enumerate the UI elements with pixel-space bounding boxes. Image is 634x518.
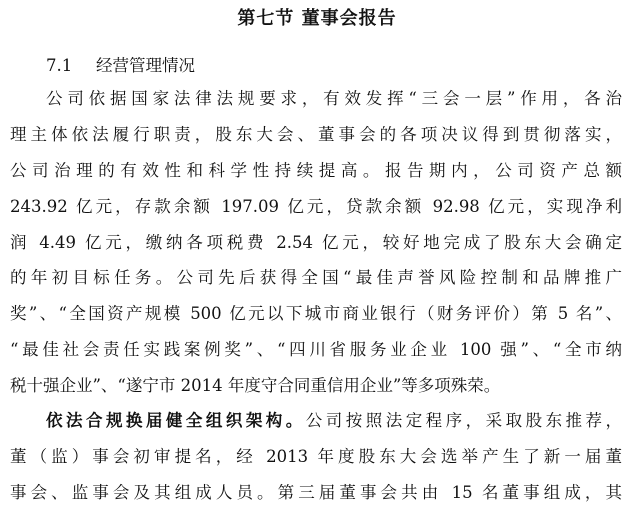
section-heading-text: 经营管理情况: [96, 56, 195, 75]
paragraph-line: 理主体依法履行职责，股东大会、董事会的各项决议得到贯彻落实，: [10, 125, 622, 144]
section-number: 7.1: [46, 56, 73, 75]
paragraph-line: 税十强企业”、“遂宁市 2014 年度守合同重信用企业”等多项殊荣。: [10, 376, 501, 395]
paragraph-line-text: 公司按照法定程序，采取股东推荐，: [305, 411, 622, 430]
paragraph-line: [46, 411, 622, 431]
paragraph-bold-lead: 依法合规换届健全组织架构。: [46, 411, 306, 430]
paragraph-line: 243.92 亿元，存款余额 197.09 亿元，贷款余额 92.98 亿元，实现净利: [10, 197, 622, 216]
section-heading: [46, 52, 195, 76]
page-title: 第七节 董事会报告: [237, 8, 397, 29]
paragraph-line: “最佳社会责任实践案例奖”、“四川省服务业企业 100 强”、“全市纳: [10, 340, 622, 359]
paragraph-line: 事会、监事会及其组成人员。第三届董事会共由 15 名董事组成，其: [10, 483, 622, 502]
paragraph-line: 的年初目标任务。公司先后获得全国“最佳声誉风险控制和品牌推广: [10, 268, 622, 287]
paragraph-line: 公司依据国家法律法规要求，有效发挥“三会一层”作用，各治: [46, 89, 622, 108]
paragraph-line: 奖”、“全国资产规模 500 亿元以下城市商业银行（财务评价）第 5 名”、: [10, 304, 622, 323]
paragraph-line: 董（监）事会初审提名，经 2013 年度股东大会选举产生了新一届董: [10, 447, 622, 466]
paragraph-line: 润 4.49 亿元，缴纳各项税费 2.54 亿元，较好地完成了股东大会确定: [10, 233, 622, 252]
paragraph-line: 公司治理的有效性和科学性持续提高。报告期内，公司资产总额: [10, 161, 622, 180]
